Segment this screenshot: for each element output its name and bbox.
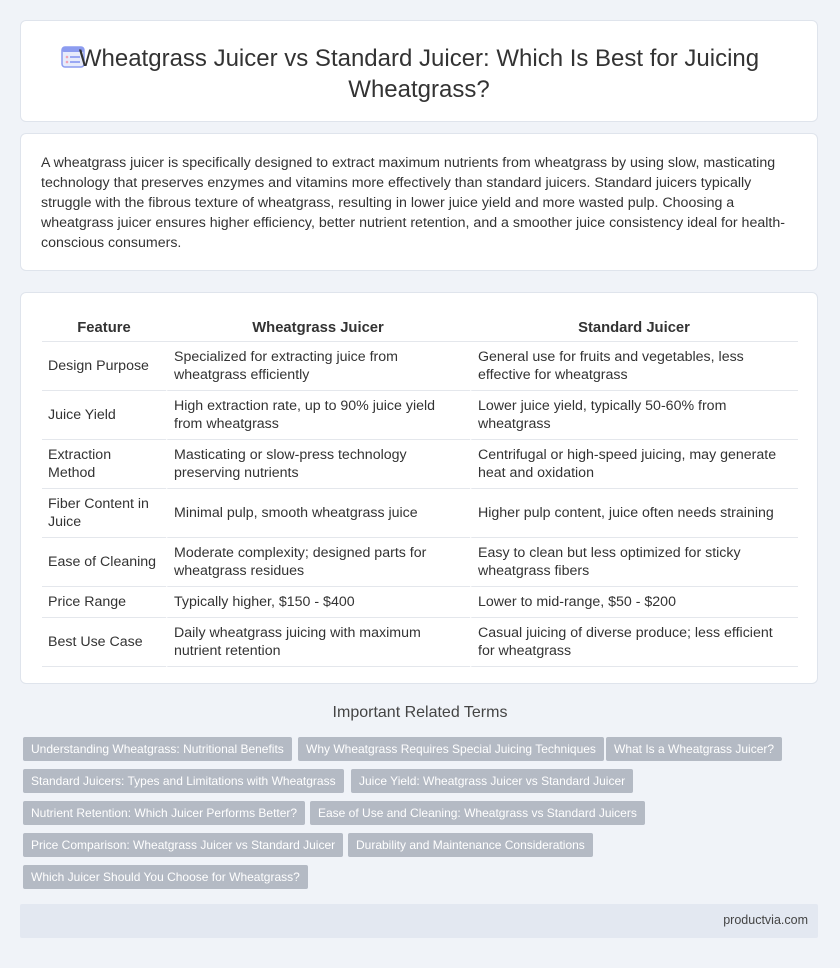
feature-cell: Extraction Method — [42, 440, 166, 489]
standard-cell: Lower juice yield, typically 50-60% from wheatgrass — [470, 391, 798, 440]
wheatgrass-cell: Typically higher, $150 - $400 — [166, 587, 470, 618]
feature-cell: Juice Yield — [42, 391, 166, 440]
standard-cell: Centrifugal or high-speed juicing, may generate heat and oxidation — [470, 440, 798, 489]
wheatgrass-cell: Moderate complexity; designed parts for wheatgrass residues — [166, 538, 470, 587]
intro-card — [20, 133, 818, 271]
intro-paragraph: A wheatgrass juicer is specifically designed to extract maximum nutrients from wheatgrass by using slow, masticating technology that preserves enzymes and vitamins more effectively than standard juicers. Standard juicers typically struggle with the fibrous texture of wheatgrass, resulting in lower juice yield and more wasted pulp. Choosing a wheatgrass juicer ensures higher efficiency, better nutrient retention, and a smoother juice consistency ideal for health-conscious consumers. — [41, 155, 785, 251]
standard-cell: General use for fruits and vegetables, less effective for wheatgrass — [470, 342, 798, 391]
table-row — [42, 538, 798, 587]
related-tag[interactable]: Nutrient Retention: Which Juicer Performs Better? — [23, 801, 305, 825]
feature-cell: Best Use Case — [42, 618, 166, 667]
related-tag[interactable]: Durability and Maintenance Considerations — [348, 833, 593, 857]
related-tag[interactable]: Standard Juicers: Types and Limitations with Wheatgrass — [23, 769, 344, 793]
standard-cell: Casual juicing of diverse produce; less efficient for wheatgrass — [470, 618, 798, 667]
standard-cell: Easy to clean but less optimized for sticky wheatgrass fibers — [470, 538, 798, 587]
footer-site-link[interactable]: productvia.com — [723, 913, 808, 927]
table-header-row — [42, 313, 798, 342]
wheatgrass-cell: Minimal pulp, smooth wheatgrass juice — [166, 489, 470, 538]
table-row — [42, 391, 798, 440]
feature-cell: Design Purpose — [42, 342, 166, 391]
feature-cell: Price Range — [42, 587, 166, 618]
comparison-card — [20, 292, 818, 684]
related-tag[interactable]: Price Comparison: Wheatgrass Juicer vs Standard Juicer — [23, 833, 343, 857]
table-row — [42, 587, 798, 618]
wheatgrass-cell: Masticating or slow-press technology preserving nutrients — [166, 440, 470, 489]
header-standard-juicer: Standard Juicer — [470, 313, 798, 342]
wheatgrass-cell: Specialized for extracting juice from wheatgrass efficiently — [166, 342, 470, 391]
title-card — [20, 20, 818, 122]
related-tag[interactable]: What Is a Wheatgrass Juicer? — [606, 737, 782, 761]
related-tag[interactable]: Ease of Use and Cleaning: Wheatgrass vs Standard Juicers — [310, 801, 645, 825]
footer — [20, 904, 818, 938]
related-tag[interactable]: Which Juicer Should You Choose for Wheatgrass? — [23, 865, 308, 889]
wheatgrass-cell: High extraction rate, up to 90% juice yield from wheatgrass — [166, 391, 470, 440]
table-row — [42, 440, 798, 489]
wheatgrass-cell: Daily wheatgrass juicing with maximum nutrient retention — [166, 618, 470, 667]
comparison-table — [42, 313, 798, 667]
header-wheatgrass-juicer: Wheatgrass Juicer — [166, 313, 470, 342]
table-row — [42, 342, 798, 391]
standard-cell: Lower to mid-range, $50 - $200 — [470, 587, 798, 618]
related-terms-heading: Important Related Terms — [332, 704, 508, 721]
feature-cell: Fiber Content in Juice — [42, 489, 166, 538]
standard-cell: Higher pulp content, juice often needs straining — [470, 489, 798, 538]
header-feature: Feature — [42, 313, 166, 342]
table-row — [42, 489, 798, 538]
related-tag[interactable]: Understanding Wheatgrass: Nutritional Benefits — [23, 737, 292, 761]
page-title: Wheatgrass Juicer vs Standard Juicer: Which Is Best for Juicing Wheatgrass? — [78, 45, 760, 103]
table-row — [42, 618, 798, 667]
related-tag[interactable]: Why Wheatgrass Requires Special Juicing Techniques — [298, 737, 604, 761]
feature-cell: Ease of Cleaning — [42, 538, 166, 587]
related-tag[interactable]: Juice Yield: Wheatgrass Juicer vs Standard Juicer — [351, 769, 633, 793]
